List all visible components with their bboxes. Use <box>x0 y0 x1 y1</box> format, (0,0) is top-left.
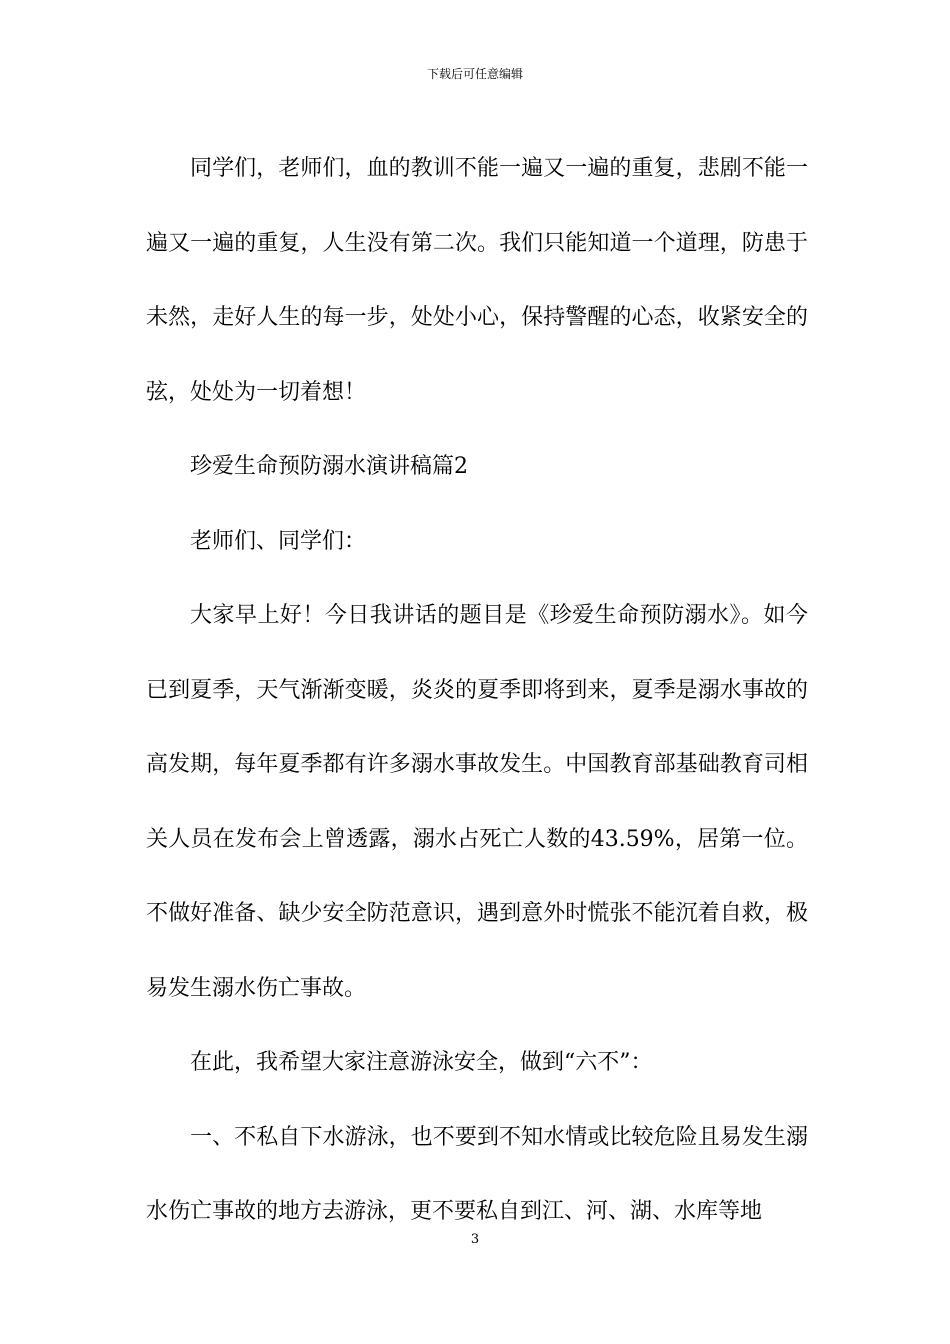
page-header-note: 下载后可任意编辑 <box>426 67 523 81</box>
paragraph-greeting: 大家早上好！今日我讲话的题目是《珍爱生命预防溺水》。如今已到夏季，天气渐渐变暖，炎炎的夏季即将到来，夏季是溺水事故的高发期，每年夏季都有许多溺水事故发生。中国教育部基础教育司相关人员在发布会上曾透露，溺水占死亡人数的43.59%，居第一位。不做好准备、缺少安全防范意识，遇到意外时慌张不能沉着自救，极易发生溺水伤亡事故。 <box>146 603 808 1001</box>
paragraph-1: 同学们，老师们，血的教训不能一遍又一遍的重复，悲剧不能一遍又一遍的重复，人生没有第二次。我们只能知道一个道理，防患于未然，走好人生的每一步，处处小心，保持警醒的心态，收紧安全的弦，处处为一切着想！ <box>146 156 808 405</box>
page-number: 3 <box>470 1232 480 1247</box>
paragraph-rule-one: 一、不私自下水游泳，也不要到不知水情或比较危险且易发生溺水伤亡事故的地方去游泳，更不要私自到江、河、湖、水库等地 <box>146 1124 808 1224</box>
document-body <box>146 132 808 1250</box>
section-heading: 珍爱生命预防溺水演讲稿篇2 <box>190 454 468 479</box>
paragraph-six-rules-intro: 在此，我希望大家注意游泳安全，做到“六不”： <box>190 1050 653 1075</box>
salutation: 老师们、同学们： <box>190 528 367 554</box>
